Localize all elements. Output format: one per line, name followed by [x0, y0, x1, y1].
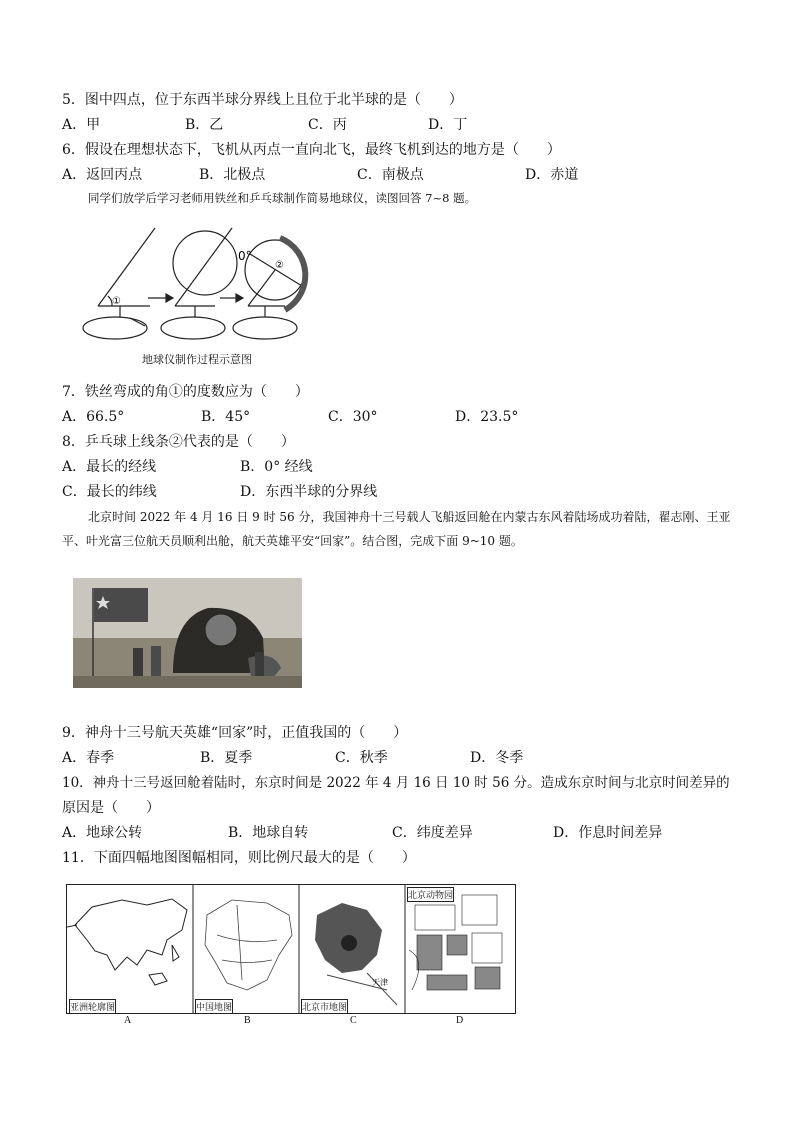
q8-option-a[interactable]: A．最长的经线 [62, 459, 157, 475]
q10-stem-line1: 10．神舟十三号返回舱着陆时，东京时间是 2022 年 4 月 16 日 10 时 56 分。造成东京时间与北京时间差异的 [62, 775, 730, 791]
beijing-map-icon [315, 903, 397, 1005]
q6-option-c[interactable]: C．南极点 [357, 167, 424, 183]
pingpong-ball-1 [173, 231, 237, 295]
q9-stem: 9．神舟十三号航天英雄“回家”时，正值我国的（ ） [62, 725, 408, 741]
asia-map-icon [67, 899, 187, 985]
q10-option-b[interactable]: B．地球自转 [228, 825, 309, 841]
map-d-letter[interactable]: D [456, 1015, 464, 1026]
q5-option-a[interactable]: A．甲 [62, 117, 101, 133]
q6-option-d[interactable]: D．赤道 [525, 167, 579, 183]
q5-stem: 5．图中四点，位于东西半球分界线上且位于北半球的是（ ） [62, 92, 463, 108]
map-c-letter[interactable]: C [350, 1015, 357, 1026]
zoo-map-icon [409, 895, 502, 990]
q9-option-b[interactable]: B．夏季 [200, 750, 253, 766]
q7-option-c[interactable]: C．30° [328, 409, 378, 425]
q8-option-d[interactable]: D．东西半球的分界线 [240, 484, 378, 500]
q5-option-b[interactable]: B．乙 [185, 117, 224, 133]
maps-panel [66, 884, 516, 1014]
q9-option-d[interactable]: D．冬季 [470, 750, 524, 766]
q7-option-d[interactable]: D．23.5° [455, 409, 519, 425]
globe-figure-caption: 地球仪制作过程示意图 [142, 354, 252, 366]
map-a-letter[interactable]: A [124, 1015, 132, 1026]
angle-label: ① [112, 296, 121, 307]
intro-7-8: 同学们放学后学习老师用铁丝和乒乓球制作简易地球仪，读图回答 7~8 题。 [88, 191, 477, 205]
map-c-inner-label: 北京市地图 [301, 999, 348, 1014]
degree-label: 0° [238, 249, 252, 263]
globe-process-diagram [70, 218, 340, 368]
china-map-icon [205, 900, 292, 990]
q5-option-c[interactable]: C．丙 [308, 117, 347, 133]
q6-option-a[interactable]: A．返回丙点 [62, 167, 143, 183]
map-a-inner-label: 亚洲轮廓图 [69, 999, 116, 1014]
intro-9-10: 北京时间 2022 年 4 月 16 日 9 时 56 分，我国神舟十三号载人飞船返回舱在内蒙古东风着陆场成功着陆，翟志刚、王亚平、叶光富三位航天员顺利出舱，航天英雄平安“回家”。结合图，完成下面 9~10 题。 [62, 510, 731, 548]
maps-drawing [67, 885, 515, 1013]
wire-arm-1 [98, 228, 155, 306]
q10-option-a[interactable]: A．地球公转 [62, 825, 143, 841]
q9-option-c[interactable]: C．秋季 [335, 750, 388, 766]
globe-making-figure [70, 218, 340, 368]
tianjin-label: 天津 [372, 978, 388, 987]
q10-stem-line2: 原因是（ ） [62, 800, 160, 816]
q7-option-a[interactable]: A．66.5° [62, 409, 125, 425]
line-label: ② [275, 260, 284, 271]
map-b-inner-label: 中国地图 [195, 999, 233, 1014]
map-b-letter[interactable]: B [244, 1015, 251, 1026]
map-d-inner-label: 北京动物园 [407, 887, 454, 902]
q7-option-b[interactable]: B．45° [201, 409, 251, 425]
q8-stem: 8．乒乓球上线条②代表的是（ ） [62, 434, 295, 450]
q10-option-c[interactable]: C．纬度差异 [392, 825, 473, 841]
q6-stem: 6．假设在理想状态下，飞机从丙点一直向北飞，最终飞机到达的地方是（ ） [62, 142, 561, 158]
q10-option-d[interactable]: D．作息时间差异 [553, 825, 663, 841]
landing-photo [73, 578, 302, 688]
q7-stem: 7．铁丝弯成的角①的度数应为（ ） [62, 384, 309, 400]
q5-option-d[interactable]: D．丁 [428, 117, 468, 133]
q6-option-b[interactable]: B．北极点 [199, 167, 266, 183]
q8-option-b[interactable]: B．0° 经线 [240, 459, 313, 475]
landing-photo-drawing [73, 578, 302, 688]
q11-stem: 11．下面四幅地图图幅相同，则比例尺最大的是（ ） [62, 850, 416, 866]
q8-option-c[interactable]: C．最长的纬线 [62, 484, 157, 500]
q9-option-a[interactable]: A．春季 [62, 750, 115, 766]
